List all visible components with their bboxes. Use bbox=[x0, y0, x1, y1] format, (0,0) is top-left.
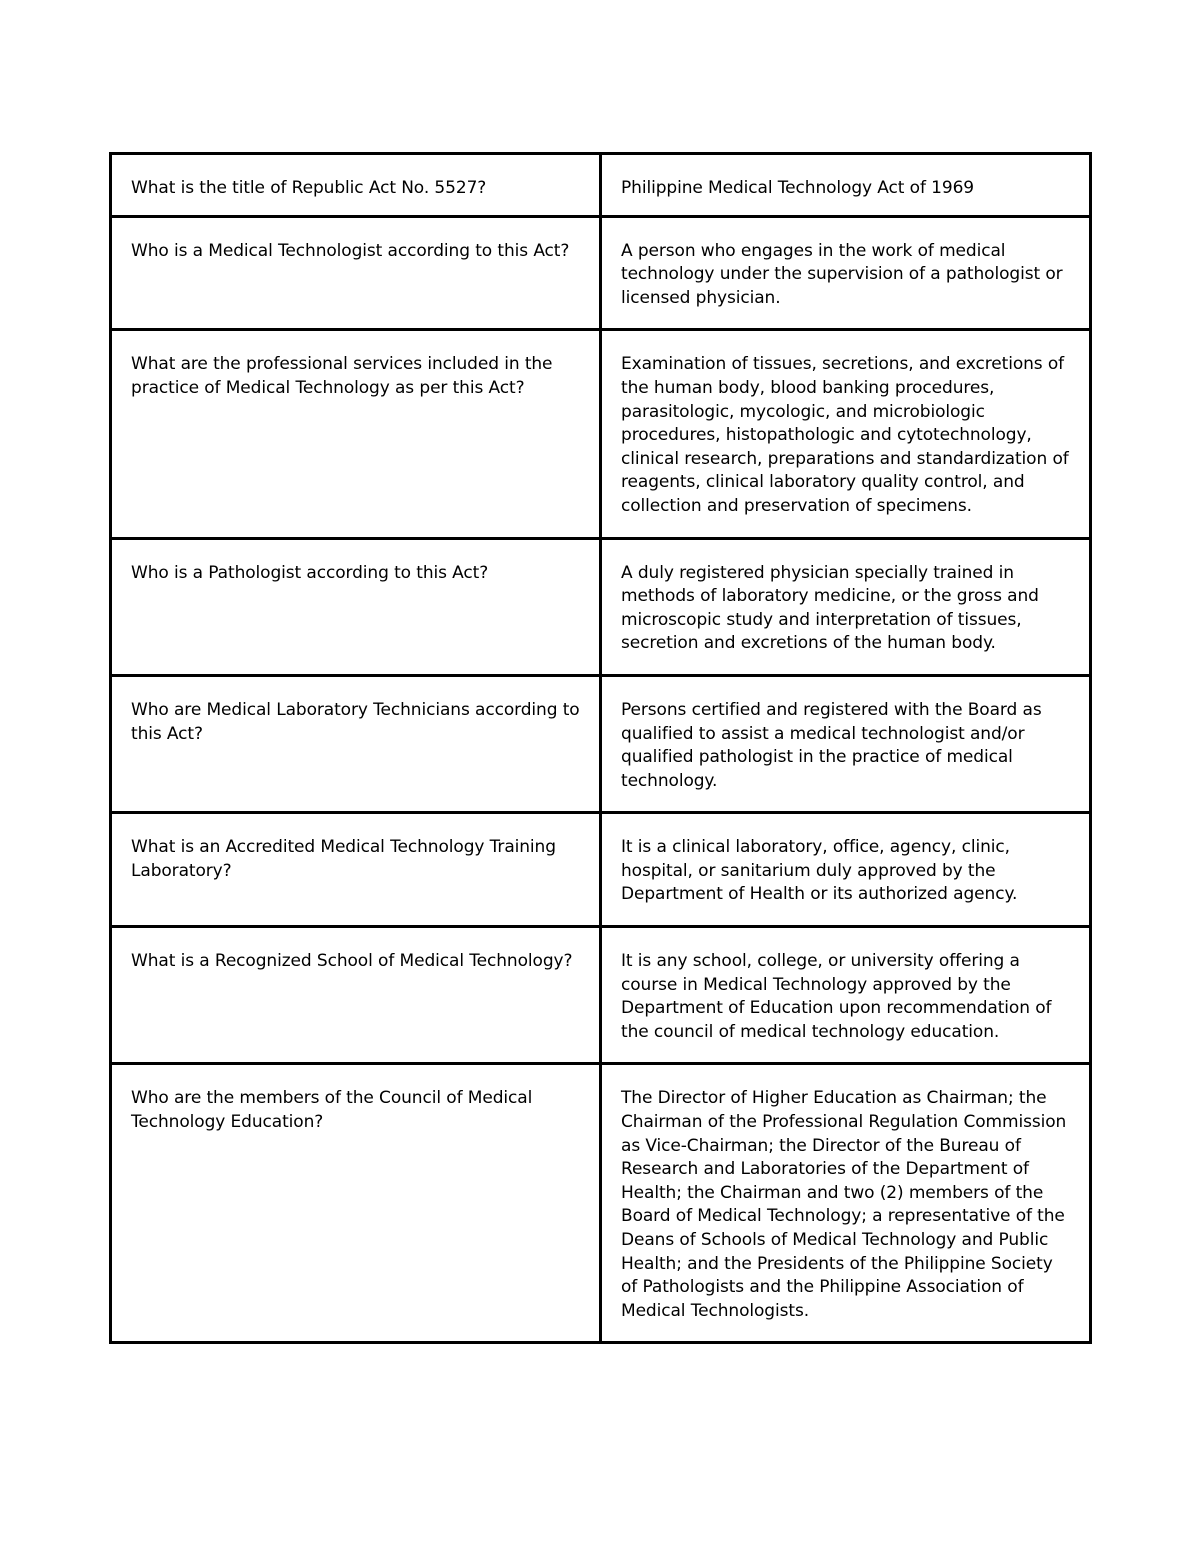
question-cell: Who are the members of the Council of Medical Technology Education? bbox=[111, 1064, 601, 1343]
table-row bbox=[111, 538, 1091, 675]
table-row bbox=[111, 927, 1091, 1064]
question-cell: Who is a Medical Technologist according to this Act? bbox=[111, 216, 601, 330]
table-row bbox=[111, 813, 1091, 927]
question-cell: What is an Accredited Medical Technology Training Laboratory? bbox=[111, 813, 601, 927]
question-cell: Who are Medical Laboratory Technicians according to this Act? bbox=[111, 675, 601, 812]
table-row bbox=[111, 216, 1091, 330]
answer-cell: A duly registered physician specially trained in methods of laboratory medicine, or the gross and microscopic study and interpretation of tissues, secretion and excretions of the human body. bbox=[601, 538, 1091, 675]
question-cell: Who is a Pathologist according to this Act? bbox=[111, 538, 601, 675]
question-cell: What are the professional services included in the practice of Medical Technology as per this Act? bbox=[111, 330, 601, 538]
answer-cell: It is a clinical laboratory, office, agency, clinic, hospital, or sanitarium duly approved by the Department of Health or its authorized agency. bbox=[601, 813, 1091, 927]
table-row bbox=[111, 154, 1091, 217]
answer-cell: Examination of tissues, secretions, and excretions of the human body, blood banking procedures, parasitologic, mycologic, and microbiologic procedures, histopathologic and cytotechnology, clinical research, preparations and standardization of reagents, clinical laboratory quality control, and collection and preservation of specimens. bbox=[601, 330, 1091, 538]
table-row bbox=[111, 1064, 1091, 1343]
question-cell: What is a Recognized School of Medical Technology? bbox=[111, 927, 601, 1064]
answer-cell: Persons certified and registered with the Board as qualified to assist a medical technologist and/or qualified pathologist in the practice of medical technology. bbox=[601, 675, 1091, 812]
answer-cell: A person who engages in the work of medical technology under the supervision of a pathologist or licensed physician. bbox=[601, 216, 1091, 330]
answer-cell: Philippine Medical Technology Act of 1969 bbox=[601, 154, 1091, 217]
table-row bbox=[111, 675, 1091, 812]
question-cell: What is the title of Republic Act No. 5527? bbox=[111, 154, 601, 217]
answer-cell: It is any school, college, or university offering a course in Medical Technology approved by the Department of Education upon recommendation of the council of medical technology education. bbox=[601, 927, 1091, 1064]
qa-table bbox=[109, 152, 1092, 1344]
answer-cell: The Director of Higher Education as Chairman; the Chairman of the Professional Regulation Commission as Vice-Chairman; the Director of the Bureau of Research and Laboratories of the Department of Health; the Chairman and two (2) members of the Board of Medical Technology; a representative of the Deans of Schools of Medical Technology and Public Health; and the Presidents of the Philippine Society of Pathologists and the Philippine Association of Medical Technologists. bbox=[601, 1064, 1091, 1343]
table-row bbox=[111, 330, 1091, 538]
